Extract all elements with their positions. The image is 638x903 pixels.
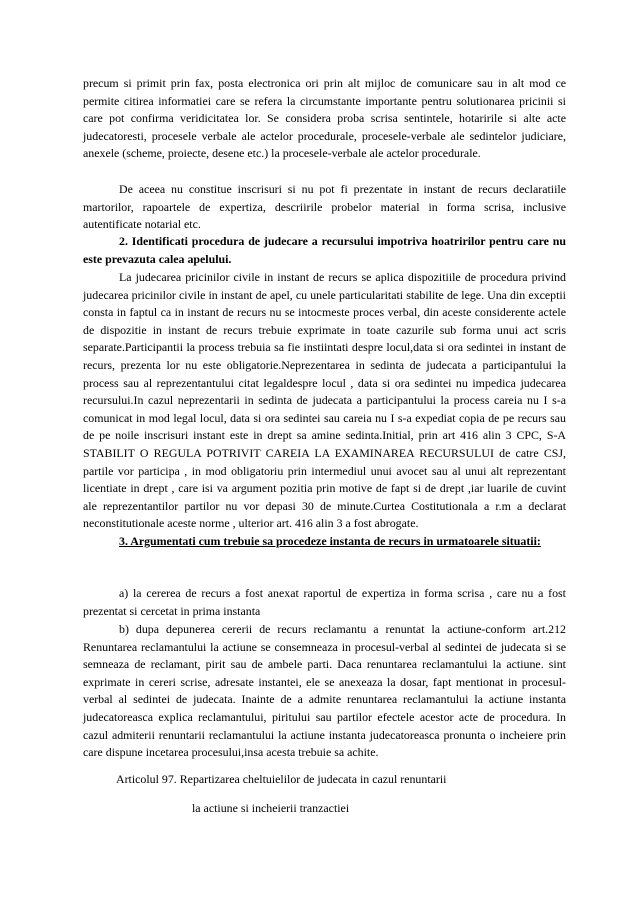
paragraph-text: De aceea nu constitue inscrisuri si nu pot fi prezentate in instant de recurs declaratiile martorilor, rapoartele de expertiza, descriirile probelor material in forma scrisa, inclusive autentificate notarial etc. — [83, 182, 566, 232]
article-title-line-1: Articolul 97. Repartizarea cheltuielilor de judecata in cazul renuntarii — [116, 772, 447, 786]
paragraph-evidence-definition — [83, 75, 566, 163]
article-title-line-2: la actiune si incheierii tranzactiei — [192, 801, 350, 815]
paragraph-recurs-procedure — [83, 269, 566, 533]
situation-a — [83, 585, 566, 620]
question-2-heading — [83, 233, 566, 268]
heading-text: 3. Argumentati cum trebuie sa procedeze instanta de recurs in urmatoarele situatii: — [119, 534, 541, 548]
paragraph-text: b) dupa depunerea cererii de recurs reclamantu a renuntat la actiune-conform art.212 Renuntarea reclamantului la actiune se consemneaza in procesul-verbal al sedintei de judecata si se semneaza de reclamant, pirit sau de ambele parti. Daca renuntarea reclamantului la actiune. sint exprimate in cereri scrise, adresate instantei, ele se anexeaza la dosar, fapt mentionat in procesul-verbal al sedintei de judecata. Inainte de a admite renuntarea reclamantului la actiune instanta judecatoreasca explica reclamantului, piritului sau partilor efectele acestor acte de procedura. In cazul admiterii renuntarii reclamantului la actiune instanta judecatoreasca pronunta o incheiere prin care dispune incetarea procesului,insa acesta trebuie sa achite. — [83, 622, 566, 760]
heading-text: 2. Identificati procedura de judecare a recursului impotriva hoatririlor pentru care nu este prevazuta calea apelului. — [83, 234, 566, 266]
question-3-heading — [83, 533, 566, 551]
paragraph-text: precum si primit prin fax, posta electronica ori prin alt mijloc de comunicare sau in alt mod ce permite citirea informatiei care se refera la circumstante importante pentru solutionarea pricinii si care pot confirma veridicitatea lor. Se considera proba scrisa sentintele, hotaririle si alte acte judecatoresti, procesele verbale ale actelor procedurale, procesele-verbale ale sedintelor judiciare, anexele (scheme, proiecte, desene etc.) la procesele-verbale ale actelor procedurale. — [83, 76, 566, 161]
paragraph-text: a) la cererea de recurs a fost anexat raportul de expertiza in forma scrisa , care nu a fost prezentat si cercetat in prima instanta — [83, 586, 566, 618]
paragraph-text: La judecarea pricinilor civile in instant de recurs se aplica dispozitiile de procedura privind judecarea pricinilor civile in instant de apel, cu unele particularitati stabilite de lege. Una din exceptii consta in faptul ca in instant de recurs nu se intocmeste proces verbal, din aceste considerente actele de dispozitie in instant de recurs trebuie exprimate in toate cazurile sub forma unui act scris separate.Participantii la process trebuia sa fie instiintati despre locul,data si ora sedintei in instant de recurs, prezenta lor nu este obligatorie.Neprezentarea in sedinta de judecata a participantului la process sau al reprezentantului citat legaldespre locul , data si ora sedintei nu impedica judecarea recursului.In cazul neprezentarii in sedinta de judecata a participantului la process careia nu I s-a comunicat in mod legal locul, data si ora sedintei sau careia nu I s-a expediat copia de pe recurs sau de pe noile inscrisuri instant este in drept sa amine sedinta.Initial, prin art 416 alin 3 CPC, S-A STABILIT O REGULA POTRIVIT CAREIA LA EXAMINAREA RECURSULUI de catre CSJ, partile vor participa , in mod obligatoriu prin intermediul unui avocet sau al unui alt reprezentant licentiate in drept , care isi va argument pozitia prin motive de fapt si de drept ,iar luarile de cuvint ale reprezentantilor partilor nu vor depasi 30 de minute.Curtea Costitutionala a r.m a declarat neconstitutionale aceste norme , ulterior art. 416 alin 3 a fost abrogate. — [83, 270, 566, 531]
situation-b — [83, 621, 566, 762]
paragraph-not-documents — [83, 181, 566, 234]
